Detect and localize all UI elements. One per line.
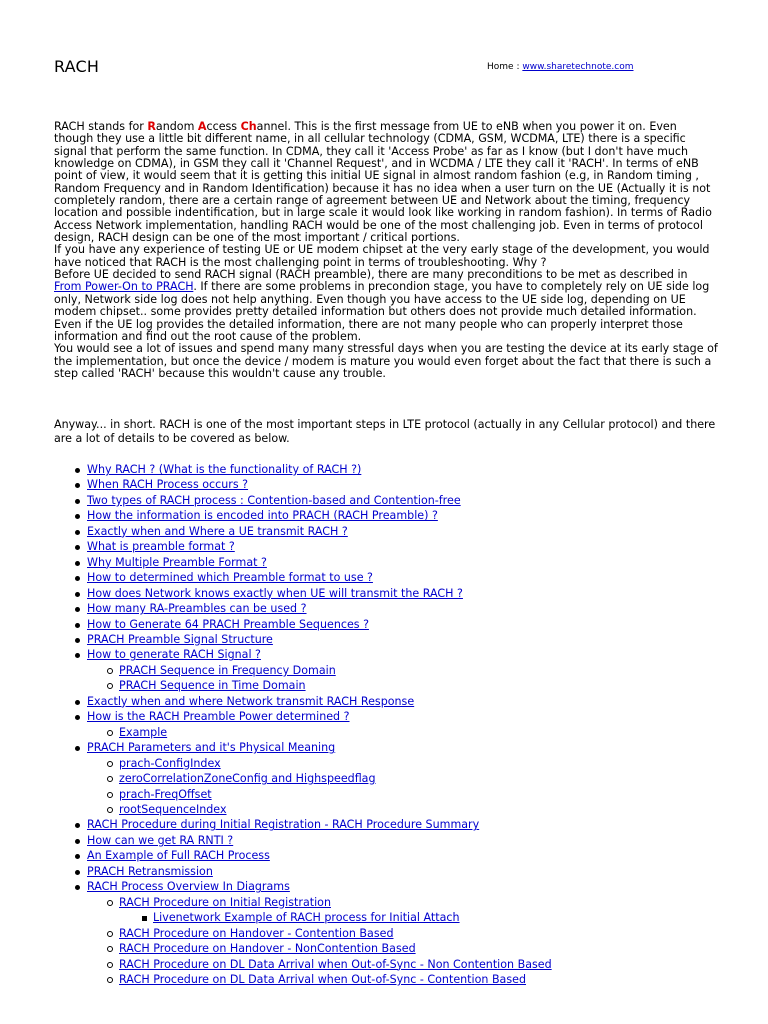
toc-link[interactable]: PRACH Sequence in Frequency Domain xyxy=(119,663,336,677)
intro-text-span: annel. This is the first message from UE to eNB when you power it on. Even though they use a little bit different name, in all cellular technology (CDMA, GSM, WCDMA, LTE) there is a specific signal that perform the same function. In CDMA, they call it 'Access Probe' as far as I know (but I don't have much knowledge on CDMA), in GSM they call it 'Channel Request', and in WCDMA / LTE they call it 'RACH'. In terms of eNB point of view, it would seem that it is getting this initial UE signal in almost random fashion (e.g, in Random timing , Random Frequency and in Random Identification) because it has no idea when a user turn on the UE (Actually it is not completely random, there are a certain range of agreement between UE and Network about the timing, frequency location and possible indentification, but in large scale it would look like working in random fashion). In terms of Radio Access Network implementation, handling RACH would be one of the most challenging job. Even in terms of protocol design, RACH design can be one of the most important / critical portions. xyxy=(54,120,712,245)
toc-item xyxy=(87,601,727,616)
toc-item xyxy=(87,709,727,724)
toc-link[interactable]: When RACH Process occurs ? xyxy=(87,478,249,492)
toc-item xyxy=(87,508,727,523)
home-nav xyxy=(487,62,634,72)
toc-item xyxy=(87,802,727,817)
toc-link[interactable]: Livenetwork Example of RACH process for Initial Attach xyxy=(153,911,460,925)
toc-item xyxy=(87,493,727,508)
highlight-letter: R xyxy=(147,120,156,133)
toc-link[interactable]: How can we get RA RNTI ? xyxy=(87,833,234,847)
toc-item xyxy=(87,647,727,662)
toc-link[interactable]: How does Network knows exactly when UE will transmit the RACH ? xyxy=(87,586,463,600)
intro-paragraph-2: If you have any experience of testing UE or UE modem chipset at the very early stage of the development, you would have noticed that RACH is the most challenging point in terms of troubleshooting. Why ? xyxy=(54,243,710,269)
toc-link[interactable]: RACH Process Overview In Diagrams xyxy=(87,880,290,894)
toc-link[interactable]: How to generate RACH Signal ? xyxy=(87,648,261,662)
toc-item xyxy=(87,771,727,786)
intro-paragraph-4: You would see a lot of issues and spend many many stressful days when you are testing the device at its early stage of the implementation, but once the device / modem is mature you would even forget about the fact that there is such a step called 'RACH' because this wouldn't cause any trouble. xyxy=(54,342,718,380)
toc-link[interactable]: How to Generate 64 PRACH Preamble Sequences ? xyxy=(87,617,369,631)
toc-item xyxy=(87,539,727,554)
toc-link[interactable]: RACH Procedure during Initial Registration - RACH Procedure Summary xyxy=(87,818,480,832)
toc-item xyxy=(87,787,727,802)
toc-link[interactable]: How is the RACH Preamble Power determined ? xyxy=(87,710,350,724)
toc-link[interactable]: zeroCorrelationZoneConfig and Highspeedflag xyxy=(119,772,376,786)
toc-item xyxy=(87,555,727,570)
toc-link[interactable]: How the information is encoded into PRACH (RACH Preamble) ? xyxy=(87,509,438,523)
toc-link[interactable]: rootSequenceIndex xyxy=(119,802,227,816)
toc-link[interactable]: RACH Procedure on Handover - NonContention Based xyxy=(119,942,416,956)
toc-item xyxy=(87,663,727,678)
home-link[interactable]: www.sharetechnote.com xyxy=(522,62,634,72)
toc-item xyxy=(87,879,727,894)
intro-text-span: andom xyxy=(155,120,198,133)
toc-item xyxy=(87,833,727,848)
toc-item xyxy=(87,957,727,972)
toc-item xyxy=(87,477,727,492)
toc-link[interactable]: Two types of RACH process : Contention-based and Contention-free xyxy=(87,493,461,507)
intro-paragraph-1 xyxy=(54,121,718,244)
intro-text xyxy=(54,121,718,380)
power-on-to-prach-link[interactable]: From Power-On to PRACH xyxy=(54,280,194,294)
toc-item xyxy=(87,941,727,956)
toc-link[interactable]: How to determined which Preamble format to use ? xyxy=(87,571,373,585)
toc-link[interactable]: prach-ConfigIndex xyxy=(119,756,221,770)
intro-text-span: ccess xyxy=(206,120,241,133)
toc-link[interactable]: PRACH Preamble Signal Structure xyxy=(87,632,273,646)
toc-link[interactable]: PRACH Sequence in Time Domain xyxy=(119,679,306,693)
intro-paragraph-3 xyxy=(54,269,718,343)
toc-item xyxy=(87,972,727,987)
highlight-letter: Ch xyxy=(240,120,257,133)
toc-item xyxy=(87,756,727,771)
toc-link[interactable]: prach-FreqOffset xyxy=(119,787,212,801)
toc-link[interactable]: RACH Procedure on Handover - Contention Based xyxy=(119,926,394,940)
toc-link[interactable]: RACH Procedure on Initial Registration xyxy=(119,895,331,909)
toc-link[interactable]: PRACH Retransmission xyxy=(87,864,213,878)
toc-item xyxy=(87,678,727,693)
page-title: RACH xyxy=(54,57,100,76)
toc-item xyxy=(87,740,727,755)
toc-link[interactable]: Why RACH ? (What is the functionality of RACH ?) xyxy=(87,463,362,476)
toc-link[interactable]: RACH Procedure on DL Data Arrival when Out-of-Sync - Contention Based xyxy=(119,972,527,986)
toc-item xyxy=(87,617,727,632)
toc-item xyxy=(87,848,727,863)
toc-link[interactable]: PRACH Parameters and it's Physical Meaning xyxy=(87,741,336,755)
toc-item xyxy=(87,586,727,601)
intro-text-span: RACH stands for xyxy=(54,120,148,133)
toc-item xyxy=(87,910,727,925)
toc-item xyxy=(87,864,727,879)
toc-link[interactable]: Example xyxy=(119,725,168,739)
toc-item xyxy=(87,725,727,740)
toc-link[interactable]: An Example of Full RACH Process xyxy=(87,849,270,863)
toc-item xyxy=(87,895,727,910)
toc-item xyxy=(87,632,727,647)
table-of-contents xyxy=(54,462,727,987)
toc-item xyxy=(87,694,727,709)
toc-item xyxy=(87,524,727,539)
intro-text-span: Before UE decided to send RACH signal (RACH preamble), there are many preconditions to be met as described in xyxy=(54,268,688,282)
toc-item xyxy=(87,926,727,941)
toc-link[interactable]: Why Multiple Preamble Format ? xyxy=(87,555,267,569)
summary-paragraph: Anyway... in short. RACH is one of the most important steps in LTE protocol (actually in any Cellular protocol) and there are a lot of details to be covered as below. xyxy=(54,418,716,445)
toc-item xyxy=(87,817,727,832)
toc-link[interactable]: How many RA-Preambles can be used ? xyxy=(87,602,307,616)
toc-link[interactable]: Exactly when and where Network transmit RACH Response xyxy=(87,694,415,708)
highlight-letter: A xyxy=(197,120,207,133)
toc-item xyxy=(87,570,727,585)
toc-link[interactable]: Exactly when and Where a UE transmit RACH ? xyxy=(87,524,348,538)
toc-link[interactable]: What is preamble format ? xyxy=(87,540,235,554)
toc-link[interactable]: RACH Procedure on DL Data Arrival when Out-of-Sync - Non Contention Based xyxy=(119,957,552,971)
home-label: Home : xyxy=(487,62,523,72)
toc-item xyxy=(87,462,727,477)
intro-text-span: . If there are some problems in precondion stage, you have to completely rely on UE side log only, Network side log does not help anything. Even though you have access to the UE side log, depending on UE modem chipset.. some provides pretty detailed information but others does not provide much detailed information. Even if the UE log provides the detailed information, there are not many people who can properly interpret those information and find out the root cause of the problem. xyxy=(54,280,710,343)
